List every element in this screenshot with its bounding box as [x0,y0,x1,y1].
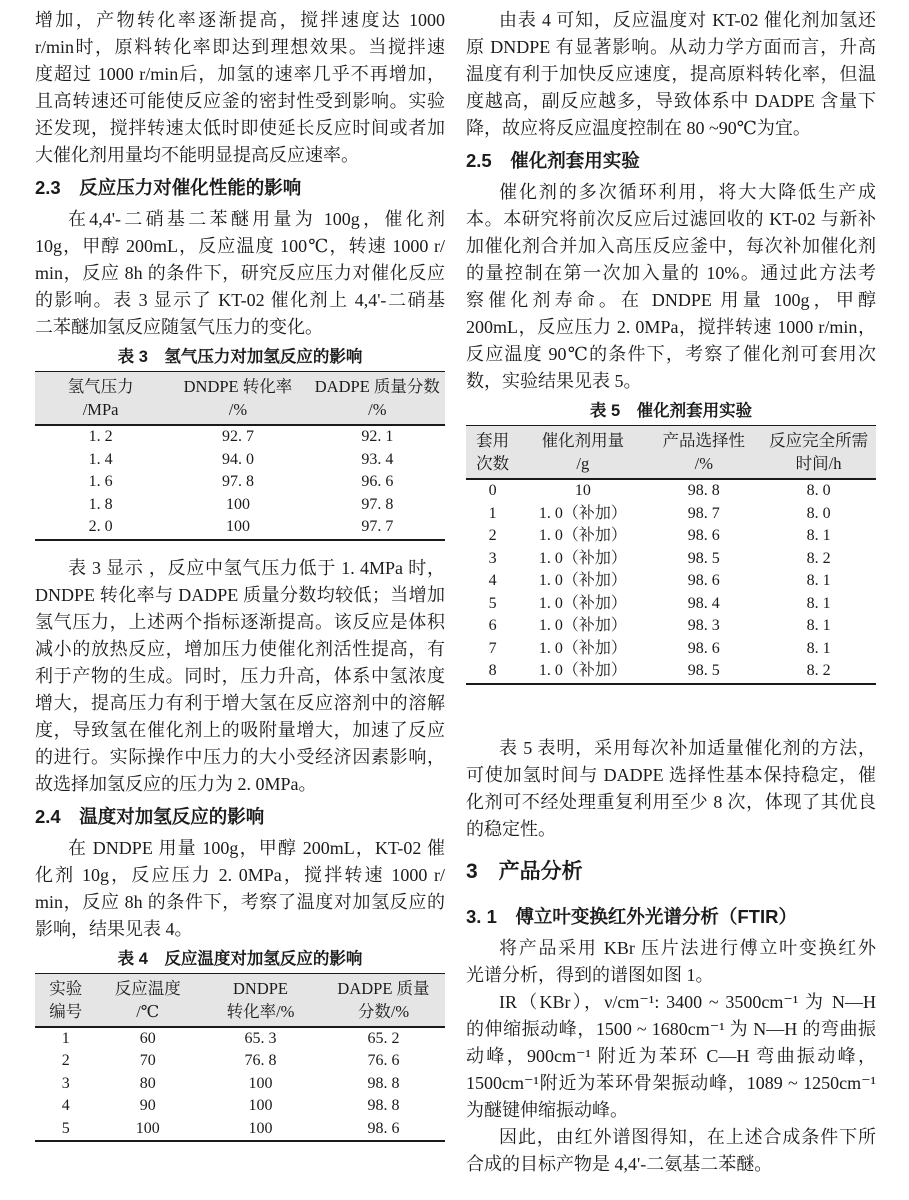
table-cell: 3 [61,1074,70,1092]
table-header-cell [761,426,876,480]
table-cell: 98. 8 [367,1074,400,1092]
table-cell: 1. 2 [88,428,113,445]
table-row [35,449,445,472]
body-paragraph [466,7,876,142]
table-cell: 97. 8 [221,473,254,490]
table-cell: 2. 0 [88,518,113,535]
paragraph-line: 的伸缩振动峰，1500 ~ 1680cm⁻¹ 为 N—H 的弯曲振 [466,1018,876,1039]
paragraph-line: 二苯醚加氢反应随氢气压力的变化。 [35,317,323,337]
section-heading: 3 产品分析 [466,859,583,883]
table-cell: 100 [135,1119,160,1137]
paragraph-line: 1500cm⁻¹附近为苯环骨架振动峰，1089 ~ 1250cm⁻¹ [466,1072,876,1093]
paragraph-line: 表 5 表明，采用每次补加适量催化剂的方法， [499,737,876,758]
header-line: 反应完全所需 [769,431,869,450]
paragraph-line: 的稳定性。 [466,818,556,839]
table-cell: 1 [488,504,497,522]
table-row [466,479,876,503]
left-column [35,7,445,1142]
table-cell: 100 [248,1097,273,1114]
paragraph-line: 反应温度 90℃的条件下，考察了催化剂可套用次 [466,344,876,364]
paragraph-line: 光谱分析，得到的谱图如图 1。 [466,964,714,985]
table-cell: 100 [225,518,250,535]
header-line: 时间/h [795,454,842,473]
header-line: 产品选择性 [662,431,746,450]
paragraph-line: 察催化剂寿命。在 DNDPE 用量 100g，甲醇 [466,290,876,310]
paragraph-line: 可使加氢时间与 DADPE 选择性基本保持稳定，催 [466,764,876,785]
table-cell: 10 [574,482,591,499]
table-cell: 65. 2 [367,1029,400,1047]
table-row [466,660,876,684]
table-row [35,1027,445,1051]
header-line: DNDPE [232,978,288,998]
table-cell: 1. 0（补加） [538,639,627,657]
body-paragraph [35,835,445,943]
table-cell: 96. 6 [361,473,394,490]
paragraph-line: 10g，甲醇 200mL，反应温度 100℃，转速 1000 r/ [35,236,445,256]
table-cell: 97. 8 [361,495,394,513]
paragraph-line: 因此，由红外谱图得知，在上述合成条件下所 [499,1126,876,1147]
table-row [466,548,876,571]
table-cell: 2 [61,1052,70,1069]
table-cell: 1. 8 [88,495,113,513]
header-line: /% [694,454,713,473]
body-paragraph [466,935,876,989]
table-cell: 65. 3 [244,1029,277,1047]
table-cell: 1. 0（补加） [538,594,627,612]
paragraph-line: 利于产物的生成。同时，压力升高，体系中氢浓度 [35,665,445,686]
header-line: 实验 [49,978,83,998]
paragraph-line: 大催化剂用量均不能明显提高反应速率。 [35,145,359,165]
paragraph-line: min，反应 8h 的条件下，考察了温度对加氢反应的 [35,891,445,912]
paragraph-line: 化剂可不经处理重复利用至少 8 次，体现了其优良 [466,791,876,812]
right-column [466,7,876,1178]
table-cell: 1. 0（补加） [538,527,627,544]
body-paragraph [35,206,445,341]
table-3-block [35,347,445,541]
header-line: 分数/% [357,1001,410,1021]
table-4-body [35,1027,445,1142]
table-cell: 98. 6 [367,1119,400,1137]
table-header-cell [199,973,322,1027]
table-header-cell [646,426,761,480]
table-cell: 8. 2 [806,549,831,567]
paragraph-line: 由表 4 可知，反应温度对 KT-02 催化剂加氢还 [499,10,876,30]
paragraph-line: 本。本研究将前次反应后过滤回收的 KT-02 与新补 [466,209,876,229]
table-cell: 8. 2 [806,662,831,679]
table-row [35,516,445,540]
table-cell: 8. 0 [806,504,831,522]
paragraph-line: 度，导致氢在催化剂上的吸附量增大，加速了反应 [35,719,445,740]
section-subheading: 2.4 温度对加氢反应的影响 [35,805,265,827]
table-cell: 8. 0 [806,482,831,499]
paragraph-line: 降，故应将反应温度控制在 80 ~90℃为宜。 [466,118,811,138]
paragraph-line: 200mL，反应压力 2. 0MPa，搅拌转速 1000 r/min， [466,317,876,337]
table-4-block [35,949,445,1143]
table-cell: 93. 4 [361,450,394,468]
table-4-header [35,973,445,1027]
table-cell: 8 [488,662,497,679]
header-line: DADPE 质量分数 [314,377,440,396]
paragraph-line: 原 DNDPE 有显著影响。从动力学方面而言，升高 [466,37,876,57]
table-cell: 1. 0（补加） [538,662,627,679]
table-row [466,593,876,616]
table-cell: 98. 6 [687,572,720,589]
table-cell: 8. 1 [806,572,831,589]
table-header-cell [310,372,445,426]
table-row [35,1095,445,1118]
table-header-cell [35,372,166,426]
table-3-header [35,372,445,426]
table-cell: 4 [488,572,497,589]
table-cell: 76. 6 [367,1052,400,1069]
table-cell: 97. 7 [361,518,394,535]
table-row [35,425,445,449]
table-row [35,494,445,517]
header-line: /% [368,400,387,419]
table-3-body [35,425,445,540]
table-cell: 76. 8 [244,1052,277,1069]
paragraph-line: 为醚键伸缩振动峰。 [466,1099,628,1120]
table-cell: 1. 4 [88,450,113,468]
paragraph-line: r/min时，原料转化率即达到理想效果。当搅拌速 [35,37,445,57]
paragraph-line: 影响，结果见表 4。 [35,918,193,939]
table-row [466,638,876,661]
body-paragraph [466,989,876,1124]
table-row [35,1118,445,1142]
table-row [466,615,876,638]
paragraph-line: 且高转速还可能使反应釜的密封性受到影响。实验 [35,91,445,111]
table-row [35,471,445,494]
table-header-cell [519,426,646,480]
header-line: 套用 [476,431,510,450]
paragraph-line: 合成的目标产物是 4,4'-二氨基二苯醚。 [466,1153,773,1174]
paragraph-line: 催化剂的多次循环利用，将大大降低生产成 [499,182,876,202]
paragraph-line: 表 3 显示 ，反应中氢气压力低于 1. 4MPa 时， [68,557,445,578]
header-line: /℃ [136,1001,160,1021]
table-cell: 5 [61,1119,70,1137]
table-cell: 1. 0（补加） [538,572,627,589]
paragraph-line: 还发现，搅拌转速太低时即使延长反应时间或者加 [35,118,445,138]
header-line: 转化率/% [226,1001,295,1021]
table-cell: 0 [488,482,497,499]
section-subheading: 2.3 反应压力对催化性能的影响 [35,177,302,198]
table-cell: 6 [488,617,497,634]
table-header-row [466,426,876,480]
section-subheading: 3. 1 傅立叶变换红外光谱分析（FTIR） [466,905,797,927]
table-header-row [35,973,445,1027]
paragraph-line: 减小的放热反应，增加压力使催化剂活性提高，有 [35,638,445,659]
table-cell: 1. 0（补加） [538,617,627,634]
table-5-body [466,479,876,684]
header-line: 编号 [49,1001,83,1021]
header-line: 反应温度 [114,978,181,998]
table-3-title: 表 3 氢气压力对加氢反应的影响 [117,348,363,366]
table-header-cell [97,973,200,1027]
table-4-title: 表 4 反应温度对加氢反应的影响 [117,949,363,968]
paragraph-line: 加催化剂合并加入高压反应釜中，每次补加催化剂 [466,236,876,256]
table-header-cell [322,973,445,1027]
body-paragraph [466,179,876,395]
paragraph-line: 化剂 10g，反应压力 2. 0MPa，搅拌转速 1000 r/ [35,864,445,885]
table-row [466,525,876,548]
table-cell: 5 [488,594,497,612]
header-line: /% [228,400,248,419]
paragraph-line: 度越高，副反应越多，导致体系中 DADPE 含量下 [466,91,876,111]
body-paragraph [35,555,445,798]
header-line: 次数 [476,454,510,473]
table-cell: 98. 6 [687,527,720,544]
table-cell: 1. 0（补加） [538,549,627,567]
section-subheading: 2.5 催化剂套用实验 [466,150,640,171]
table-header-cell [466,426,519,480]
paragraph-line: 在4,4'-二硝基二苯醚用量为 100g，催化剂 [68,209,445,229]
table-cell: 98. 8 [367,1097,400,1114]
table-cell: 92. 7 [221,428,254,445]
table-row [35,1050,445,1073]
paragraph-line: DNDPE 转化率与 DADPE 质量分数均较低；当增加 [35,584,445,605]
table-cell: 100 [225,495,250,513]
header-line: 氢气压力 [67,377,134,396]
table-4 [35,973,445,1143]
table-cell: 8. 1 [806,527,831,544]
table-5-title: 表 5 催化剂套用实验 [589,402,753,420]
table-cell: 8. 1 [806,594,831,612]
body-paragraph [466,735,876,843]
table-cell: 92. 1 [361,428,394,445]
table-cell: 98. 3 [687,617,720,634]
table-cell: 100 [248,1074,273,1092]
table-cell: 98. 7 [687,504,720,522]
paragraph-line: 度超过 1000 r/min后，加氢的速率几乎不再增加， [35,64,445,84]
table-cell: 1 [61,1029,70,1047]
table-cell: 80 [139,1074,156,1092]
paragraph-line: 增加，产物转化率逐渐提高，搅拌速度达 1000 [35,10,445,30]
paragraph-line: 的影响。表 3 显示了 KT-02 催化剂上 4,4'-二硝基 [35,290,445,310]
table-5-header [466,426,876,480]
paragraph-line: 的进行。实际操作中压力的大小受经济因素影响， [35,746,445,767]
header-line: 催化剂用量 [541,431,625,450]
table-cell: 8. 1 [806,639,831,657]
table-cell: 8. 1 [806,617,831,634]
paragraph-line: 氢气压力，上述两个指标逐渐提高。该反应是体积 [35,611,445,632]
table-cell: 98. 5 [687,549,720,567]
table-cell: 94. 0 [221,450,254,468]
paragraph-line: 的量控制在第一次加入量的 10%。通过此方法考 [466,263,876,283]
table-cell: 7 [488,639,497,657]
table-header-cell [166,372,310,426]
body-paragraph [466,1124,876,1178]
table-cell: 1. 6 [88,473,113,490]
header-line: DNDPE 转化率 [183,377,293,396]
table-cell: 98. 8 [687,482,720,499]
paragraph-line: 将产品采用 KBr 压片法进行傅立叶变换红外 [499,937,876,958]
table-row [466,570,876,593]
body-paragraph [35,7,445,169]
table-row [466,503,876,526]
table-cell: 3 [488,549,497,567]
table-cell: 100 [248,1119,273,1137]
table-5-block [466,401,876,685]
table-row [35,1073,445,1096]
table-cell: 98. 5 [687,662,720,679]
paragraph-line: IR（KBr），ν/cm⁻¹: 3400 ~ 3500cm⁻¹ 为 N—H [499,991,876,1012]
table-header-row [35,372,445,426]
paragraph-line: 增大，提高压力有利于增大氢在反应溶剂中的溶解 [35,692,445,713]
table-cell: 90 [139,1097,156,1114]
table-cell: 70 [139,1052,156,1069]
table-cell: 60 [139,1029,156,1047]
paragraph-line: 数，实验结果见表 5。 [466,371,642,391]
paragraph-line: min，反应 8h 的条件下，研究反应压力对催化反应 [35,263,445,283]
table-cell: 4 [61,1097,70,1114]
paragraph-line: 在 DNDPE 用量 100g，甲醇 200mL，KT-02 催 [68,837,445,858]
table-cell: 98. 4 [687,594,720,612]
header-line: /g [576,454,590,473]
table-header-cell [35,973,97,1027]
paragraph-line: 故选择加氢反应的压力为 2. 0MPa。 [35,773,317,794]
paragraph-line: 温度有利于加快反应速度，提高原料转化率，但温 [466,64,876,84]
table-5 [466,425,876,685]
header-line: DADPE 质量 [337,978,430,998]
header-line: /MPa [82,400,119,419]
table-cell: 1. 0（补加） [538,504,627,522]
table-cell: 2 [488,527,497,544]
table-3 [35,371,445,541]
table-cell: 98. 6 [687,639,720,657]
paragraph-line: 动峰，900cm⁻¹ 附近为苯环 C—H 弯曲振动峰， [466,1045,876,1066]
